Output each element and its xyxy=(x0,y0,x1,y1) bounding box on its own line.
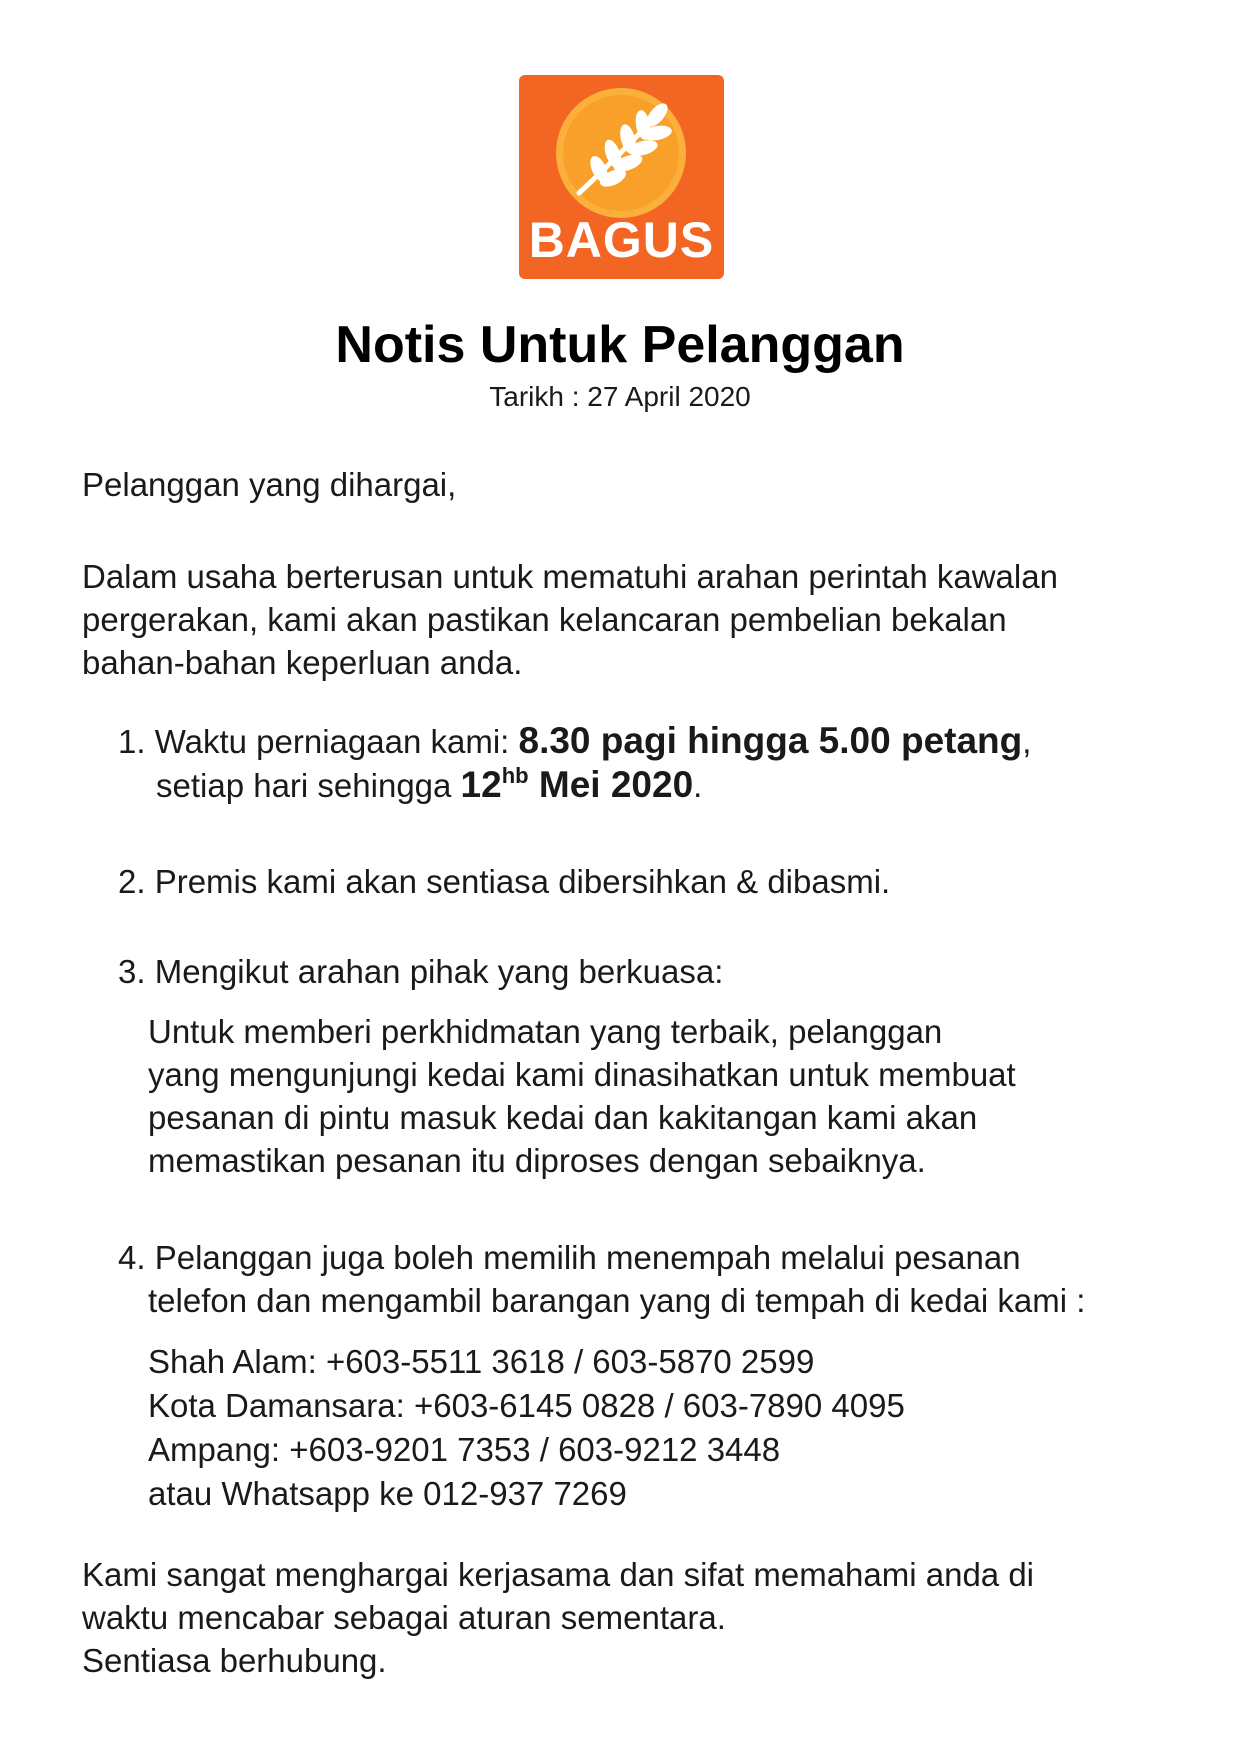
list-item-sanitization xyxy=(118,860,890,903)
item1-prefix: Waktu perniagaan kami: xyxy=(154,723,519,760)
item3-body xyxy=(148,1010,1016,1182)
item-number: 4. xyxy=(118,1239,146,1276)
business-hours: 8.30 pagi hingga 5.00 petang xyxy=(518,720,1023,761)
item4-line1 xyxy=(118,1236,1085,1279)
closing-paragraph xyxy=(82,1553,1034,1682)
closing-line: Sentiasa berhubung. xyxy=(82,1642,387,1679)
item4-line2: telefon dan mengambil barangan yang di tempah di kedai kami : xyxy=(148,1282,1086,1319)
closing-line: waktu mencabar sebagai aturan sementara. xyxy=(82,1599,726,1636)
page-title: Notis Untuk Pelanggan xyxy=(335,316,905,374)
intro-line: Dalam usaha berterusan untuk mematuhi arahan perintah kawalan xyxy=(82,558,1058,595)
contact-kota-damansara: Kota Damansara: +603-6145 0828 / 603-7890 4095 xyxy=(148,1387,905,1424)
intro-line: bahan-bahan keperluan anda. xyxy=(82,644,523,681)
salutation: Pelanggan yang dihargai, xyxy=(82,466,457,503)
item1-line2-suffix: . xyxy=(693,767,703,804)
contact-list xyxy=(148,1340,905,1516)
item-number: 3. xyxy=(118,953,146,990)
item1-line1 xyxy=(118,719,1031,763)
item3-body-line: pesanan di pintu masuk kedai dan kakitangan kami akan xyxy=(148,1099,978,1136)
brand-name: BAGUS xyxy=(528,212,715,268)
end-date-rest: Mei 2020 xyxy=(528,764,694,805)
intro-line: pergerakan, kami akan pastikan kelancaran pembelian bekalan xyxy=(82,601,1007,638)
intro-paragraph xyxy=(82,555,1058,684)
list-item-phone-orders xyxy=(118,1236,1085,1322)
list-item-business-hours xyxy=(118,719,1031,807)
item3-body-line: Untuk memberi perkhidmatan yang terbaik, pelanggan xyxy=(148,1013,943,1050)
contact-ampang: Ampang: +603-9201 7353 / 603-9212 3448 xyxy=(148,1431,781,1468)
item1-line2-prefix: setiap hari sehingga xyxy=(156,767,461,804)
item1-line2 xyxy=(118,763,1031,807)
contact-whatsapp: atau Whatsapp ke 012-937 7269 xyxy=(148,1475,627,1512)
contact-shah-alam: Shah Alam: +603-5511 3618 / 603-5870 2599 xyxy=(148,1343,815,1380)
brand-logo xyxy=(519,75,724,279)
item3-body-line: yang mengunjungi kedai kami dinasihatkan untuk membuat xyxy=(148,1056,1016,1093)
end-date-day: 12 xyxy=(460,764,502,805)
list-item-authority-directive xyxy=(118,950,723,993)
item3-body-line: memastikan pesanan itu diproses dengan sebaiknya. xyxy=(148,1142,926,1179)
item2-text: Premis kami akan sentiasa dibersihkan & dibasmi. xyxy=(154,863,891,900)
item-number: 2. xyxy=(118,863,146,900)
item-number: 1. xyxy=(118,723,146,760)
item1-suffix: , xyxy=(1022,723,1032,760)
closing-line: Kami sangat menghargai kerjasama dan sifat memahami anda di xyxy=(82,1556,1035,1593)
end-date xyxy=(461,764,694,805)
notice-date: Tarikh : 27 April 2020 xyxy=(489,381,751,412)
item3-text: Mengikut arahan pihak yang berkuasa: xyxy=(154,953,724,990)
end-date-sup: hb xyxy=(501,763,529,788)
item4-line1-text: Pelanggan juga boleh memilih menempah melalui pesanan xyxy=(154,1239,1021,1276)
